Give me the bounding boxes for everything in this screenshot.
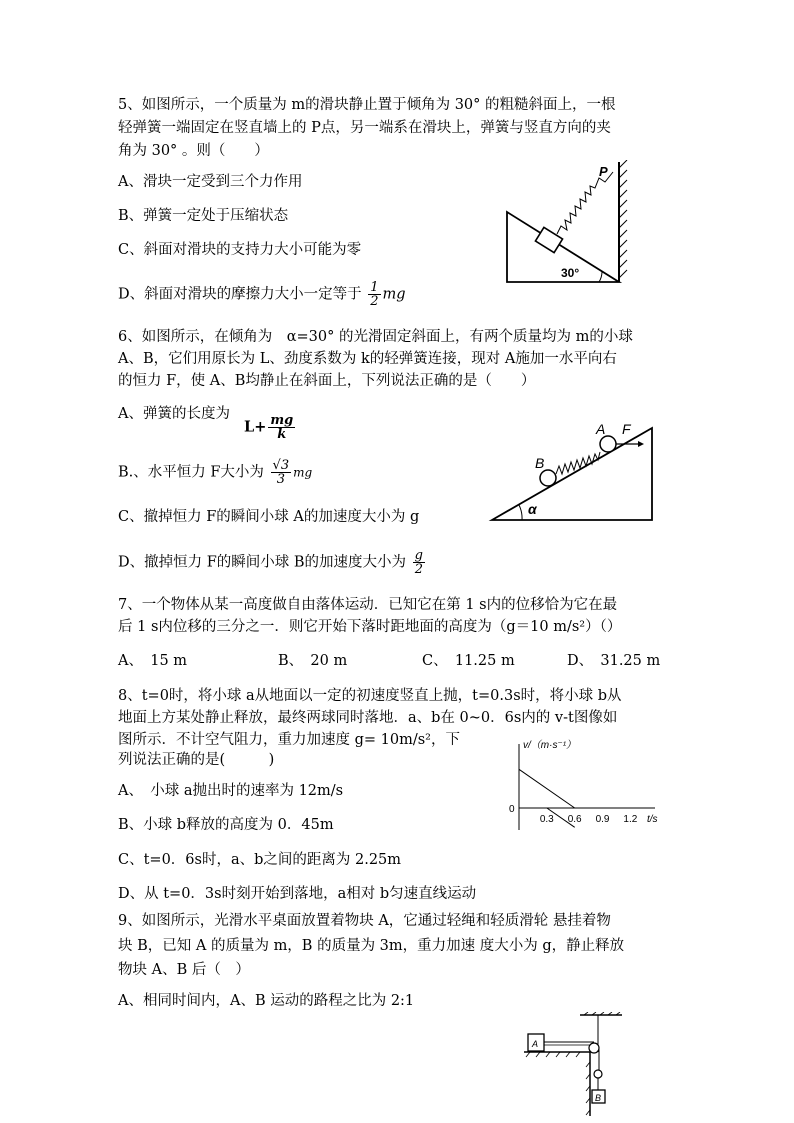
q7-line-2: 后 1 s内位移的三分之一．则它开始下落时距地面的高度为（g＝10 m/s²）（） bbox=[118, 619, 622, 635]
vt-y-label: v/（m·s⁻¹） bbox=[523, 740, 577, 751]
q8-option-d: D、从 t=0．3s时刻开始到落地，a相对 b匀速直线运动 bbox=[118, 886, 477, 902]
q8-option-b: B、小球 b释放的高度为 0．45m bbox=[118, 817, 334, 833]
q5-option-b: B、弹簧一定处于压缩状态 bbox=[118, 208, 289, 224]
q6-option-b-den: 3 bbox=[276, 472, 285, 487]
q9-option-a: A、相同时间内，A、B 运动的路程之比为 2:1 bbox=[118, 993, 415, 1009]
q5-line-3: 角为 30° 。则（ ） bbox=[118, 143, 269, 159]
q6-label-a: A bbox=[596, 421, 606, 437]
q6-option-a-den: k bbox=[277, 427, 287, 442]
vt-x-label: t/s bbox=[647, 814, 658, 825]
q8-line-4: 列说法正确的是( ) bbox=[118, 752, 275, 768]
q9-label-b: B bbox=[595, 1093, 602, 1103]
q6-angle-arc bbox=[519, 505, 522, 520]
q5-wall-hatch bbox=[619, 160, 627, 278]
q6-incline bbox=[492, 428, 652, 520]
q9-figure bbox=[520, 1012, 625, 1120]
q6-option-a-L: L+ bbox=[244, 418, 267, 436]
q5-spring bbox=[557, 172, 613, 234]
vt-x-tick-1: 0.6 bbox=[567, 814, 582, 825]
q6-line-3: 的恒力 F，使 A、B均静止在斜面上，下列说法正确的是（ ） bbox=[118, 373, 536, 389]
q6-option-a-fraction bbox=[268, 414, 295, 441]
q7-line-1: 7、一个物体从某一高度做自由落体运动．已知它在第 1 s内的位移恰为它在最 bbox=[118, 597, 618, 613]
q6-ball-b bbox=[540, 470, 556, 486]
q8-option-a: A、 小球 a抛出时的速率为 12m/s bbox=[118, 783, 344, 799]
q7-option-c: C、 11.25 m bbox=[422, 653, 515, 669]
q5-option-a: A、滑块一定受到三个力作用 bbox=[118, 174, 303, 190]
q6-option-b-text: B.、水平恒力 F大小为 bbox=[118, 464, 264, 481]
q6-option-c: C、撤掉恒力 F的瞬间小球 A的加速度大小为 g bbox=[118, 509, 420, 525]
q9-line-1: 9、如图所示，光滑水平桌面放置着物块 A，它通过轻绳和轻质滑轮 悬挂着物 bbox=[118, 913, 611, 929]
vt-series-a bbox=[519, 769, 575, 808]
q5-option-d-den: 2 bbox=[370, 294, 379, 309]
q6-option-d-den: 2 bbox=[414, 562, 423, 577]
vt-origin-label: 0 bbox=[509, 804, 515, 815]
q5-option-d-num: 1 bbox=[370, 280, 379, 295]
q6-option-a: A、弹簧的长度为 bbox=[118, 406, 230, 422]
q5-option-d-fraction bbox=[368, 281, 380, 308]
q5-label-angle: 30° bbox=[561, 266, 580, 280]
q9-table-hatch bbox=[526, 1052, 590, 1115]
q8-option-c: C、t=0．6s时，a、b之间的距离为 2.25m bbox=[118, 852, 402, 868]
q6-option-d-num: g bbox=[414, 548, 423, 563]
q6-ball-a bbox=[600, 436, 616, 452]
q5-option-c: C、斜面对滑块的支持力大小可能为零 bbox=[118, 242, 362, 258]
q5-option-d bbox=[118, 281, 406, 308]
q9-pulley-fixed bbox=[589, 1043, 599, 1053]
vt-x-tick-3: 1.2 bbox=[623, 814, 638, 825]
q8-line-1: 8、t=0时，将小球 a从地面以一定的初速度竖直上抛，t=0.3s时，将小球 b从 bbox=[118, 688, 622, 704]
q6-line-1: 6、如图所示，在倾角为 α=30° 的光滑固定斜面上，有两个质量均为 m的小球 bbox=[118, 329, 633, 345]
q6-option-a-formula bbox=[244, 414, 297, 441]
q6-option-b-suffix: mg bbox=[293, 465, 313, 480]
q5-angle-arc bbox=[599, 272, 602, 282]
q6-option-a-num: mg bbox=[270, 413, 294, 428]
q5-label-p: P bbox=[599, 164, 608, 179]
q6-option-b-num: √3 bbox=[272, 458, 290, 473]
q6-option-d bbox=[118, 549, 427, 576]
q6-option-b-fraction bbox=[271, 459, 292, 486]
q7-option-b: B、 20 m bbox=[278, 653, 348, 669]
q6-label-b: B bbox=[535, 455, 545, 471]
q9-line-3: 物块 A、B 后（ ） bbox=[118, 962, 250, 978]
q6-force-arrowhead bbox=[638, 441, 644, 447]
q5-line-2: 轻弹簧一端固定在竖直墙上的 P点，另一端系在滑块上，弹簧与竖直方向的夹 bbox=[118, 120, 611, 136]
vt-x-tick-2: 0.9 bbox=[595, 814, 610, 825]
q5-line-1: 5、如图所示，一个质量为 m的滑块静止置于倾角为 30° 的粗糙斜面上，一根 bbox=[118, 97, 616, 113]
q5-option-d-suffix: mg bbox=[382, 286, 406, 303]
q6-label-alpha: α bbox=[528, 501, 537, 517]
q6-option-d-fraction bbox=[413, 549, 425, 576]
q8-line-3: 图所示．不计空气阻力，重力加速度 g= 10m/s²，下 bbox=[118, 732, 460, 748]
q6-option-b bbox=[118, 459, 312, 486]
q9-pulley-moving bbox=[594, 1070, 602, 1078]
q8-line-2: 地面上方某处静止释放，最终两球同时落地．a、b在 0~0．6s内的 v-t图像如 bbox=[118, 710, 618, 726]
q9-line-2: 块 B，已知 A 的质量为 m，B 的质量为 3m，重力加速 度大小为 g，静止释放 bbox=[118, 938, 625, 954]
q6-label-f: F bbox=[622, 421, 631, 437]
q7-option-a: A、 15 m bbox=[118, 653, 188, 669]
q7-option-d: D、 31.25 m bbox=[567, 653, 661, 669]
q5-figure bbox=[495, 160, 635, 285]
q5-option-d-text: D、斜面对滑块的摩擦力大小一定等于 bbox=[118, 286, 362, 303]
q6-figure bbox=[488, 420, 658, 525]
q6-line-2: A、B，它们用原长为 L、劲度系数为 k的轻弹簧连接，现对 A施加一水平向右 bbox=[118, 351, 617, 367]
q9-label-a: A bbox=[532, 1039, 539, 1049]
q6-option-d-text: D、撤掉恒力 F的瞬间小球 B的加速度大小为 bbox=[118, 554, 407, 571]
vt-x-tick-0: 0.3 bbox=[539, 814, 554, 825]
q8-vt-chart bbox=[505, 738, 665, 833]
